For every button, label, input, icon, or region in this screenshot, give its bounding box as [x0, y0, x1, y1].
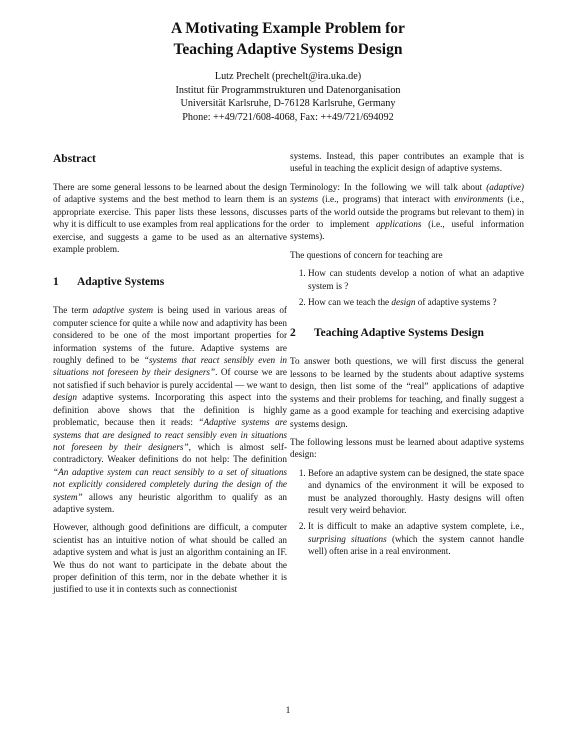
text-emphasis: design: [391, 297, 416, 308]
text-emphasis: “Adaptive systems are systems that are designed to react sensibly even in situations not foreseen by their designers”: [53, 417, 287, 452]
text-run: How can we teach the: [308, 297, 392, 308]
author-university: Universität Karlsruhe, D-76128 Karlsruhe, Germany: [180, 98, 396, 109]
text-run: It is difficult to make an adaptive system complete, i.e.,: [308, 521, 524, 532]
text-run: allows any heuristic algorithm to qualify as an adaptive system.: [53, 491, 287, 514]
text-run: , which is almost self-contradictory. Weaker definitions do not help: The definition: [53, 441, 288, 465]
text-emphasis: environments: [454, 194, 504, 205]
text-emphasis: applications: [375, 219, 422, 230]
text-run: adaptive systems. Incorporating this aspect into the definition above shows that the definition is highly problematic, because then it reads:: [53, 392, 287, 428]
section-1-paragraph-2: However, although good definitions are difficult, a computer scientist has an intuitive notion of what should be called an adaptive system and what is just an algorithm containing an IF. We thus do not want to participate in the debate about the proper definition of this term, nor in the debate whether it is justified to use it in contexts such as connectionist: [53, 522, 287, 595]
text-run: Terminology: In the following we will talk about: [290, 181, 487, 192]
terminology-paragraph: [290, 181, 524, 243]
text-run: is being used in various areas of computer science for quite a while now and adaptivity has been considered to be one of the most important properties for information systems of the future. Adaptive systems are roughly defined to be: [53, 305, 287, 366]
section-1-title: Adaptive Systems: [77, 276, 165, 289]
questions-list: [290, 267, 524, 308]
text-run: The term: [53, 305, 93, 316]
text-emphasis: “systems that react sensibly even in situations not foreseen by their designers”: [53, 355, 287, 378]
text-emphasis: (adaptive) systems: [290, 181, 524, 205]
questions-intro: The questions of concern for teaching are: [290, 249, 443, 260]
author-block: [0, 70, 576, 124]
section-1-heading: [53, 275, 287, 290]
section-1-number: 1: [53, 276, 59, 289]
text-emphasis: adaptive system: [92, 305, 154, 316]
section-2-heading: [290, 326, 524, 341]
lessons-list: [290, 467, 524, 558]
text-emphasis: surprising situations: [308, 533, 387, 544]
question-item-1: 1. How can students develop a notion of what an adaptive system is ?: [308, 267, 524, 292]
section-1-paragraph-1: [53, 304, 287, 515]
text-run: (which the system cannot handle well) often arise in a real environment.: [308, 533, 524, 557]
section-2-title: Teaching Adaptive Systems Design: [314, 327, 484, 340]
text-run: of adaptive systems ?: [415, 297, 497, 308]
abstract-heading: Abstract: [53, 153, 96, 165]
right-paragraph-1: systems. Instead, this paper contributes an example that is useful in teaching the explicit design of adaptive systems.: [290, 151, 524, 174]
page-number: 1: [285, 706, 291, 716]
text-emphasis: “An adaptive system can react sensibly to a set of situations not explicitly considered completely during the design of the system”: [53, 466, 287, 502]
section-2-paragraph-2: The following lessons must be learned about adaptive systems design:: [290, 436, 524, 460]
lesson-item-1: 1. Before an adaptive system can be designed, the state space and dynamics of the environment it will be exposed to must be analyzed thoroughly. Hasty designs will often result very weird behavior.: [308, 467, 524, 517]
title-line-1: A Motivating Example Problem for: [171, 20, 405, 37]
title-line-2: Teaching Adaptive Systems Design: [173, 41, 403, 58]
paper-title: [0, 18, 576, 60]
abstract-text: There are some general lessons to be learned about the design of adaptive systems and the best method to learn them is an appropriate exercise. This paper lists these lessons, discusses why it is difficult to use examples from real applications for the exercise, and suggests a game to be used as an alternative example problem.: [53, 182, 287, 255]
author-phone-fax: Phone: ++49/721/608-4068, Fax: ++49/721/694092: [182, 111, 394, 123]
left-column: [53, 148, 287, 602]
author-name-email: Lutz Prechelt (prechelt@ira.uka.de): [214, 71, 362, 82]
text-run: (i.e., parts of the world outside the programs but relevant to them) in order to implement: [290, 194, 524, 230]
text-emphasis: design: [53, 392, 77, 403]
question-item-2: [308, 296, 524, 308]
text-run: (i.e., programs) that interact with: [318, 194, 455, 205]
text-run: (i.e., useful information systems).: [290, 219, 524, 242]
section-2-number: 2: [290, 327, 296, 340]
author-institute: Institut für Programmstrukturen und Datenorganisation: [175, 84, 401, 96]
section-2-paragraph-1: To answer both questions, we will first discuss the general lessons to be learned by the students about adaptive systems design, then list some of the “real” applications of adaptive systems and their problems for teaching, and finally suggest a game as a good example for teaching and exercising adaptive systems design.: [290, 356, 524, 429]
text-run: . Of course we are not satisfied if such behavior is purely accidental — we want to: [53, 367, 287, 390]
right-column: [290, 150, 524, 564]
lesson-item-2: [308, 520, 524, 557]
